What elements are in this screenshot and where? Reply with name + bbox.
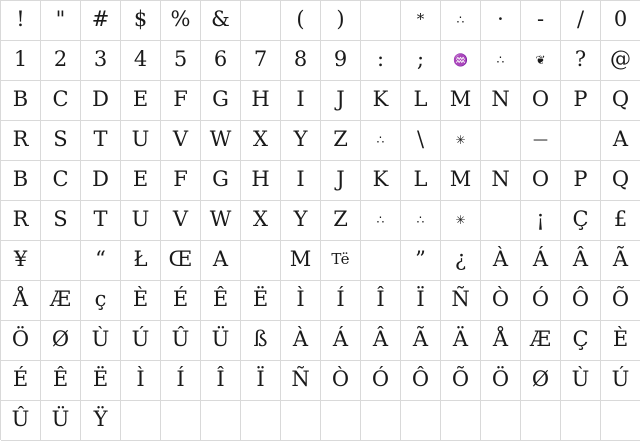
- glyph-cell[interactable]: S: [41, 201, 81, 241]
- glyph-cell[interactable]: L: [401, 161, 441, 201]
- glyph-cell[interactable]: 7: [241, 41, 281, 81]
- glyph-cell[interactable]: 8: [281, 41, 321, 81]
- glyph-cell[interactable]: Y: [281, 121, 321, 161]
- glyph-cell[interactable]: 6: [201, 41, 241, 81]
- glyph-cell[interactable]: G: [201, 161, 241, 201]
- glyph-cell[interactable]: Æ: [521, 321, 561, 361]
- glyph-cell[interactable]: Œ: [161, 241, 201, 281]
- glyph-cell[interactable]: [321, 401, 361, 441]
- glyph-cell[interactable]: N: [481, 81, 521, 121]
- glyph-cell[interactable]: Ø: [521, 361, 561, 401]
- glyph-cell[interactable]: T: [81, 201, 121, 241]
- glyph-cell[interactable]: Å: [481, 321, 521, 361]
- glyph-cell[interactable]: F: [161, 81, 201, 121]
- glyph-cell[interactable]: Û: [161, 321, 201, 361]
- glyph-cell[interactable]: Í: [321, 281, 361, 321]
- glyph-cell[interactable]: Ô: [401, 361, 441, 401]
- glyph-cell[interactable]: —: [521, 121, 561, 161]
- glyph-cell[interactable]: *: [401, 1, 441, 41]
- glyph-cell[interactable]: X: [241, 121, 281, 161]
- glyph-cell[interactable]: Y: [281, 201, 321, 241]
- glyph-cell[interactable]: ¥: [1, 241, 41, 281]
- glyph-cell[interactable]: I: [281, 81, 321, 121]
- glyph-cell[interactable]: ”: [401, 241, 441, 281]
- glyph-cell[interactable]: [41, 241, 81, 281]
- glyph-cell[interactable]: Ç: [561, 201, 601, 241]
- glyph-cell[interactable]: 5: [161, 41, 201, 81]
- glyph-cell[interactable]: Ó: [521, 281, 561, 321]
- glyph-cell[interactable]: ∴: [441, 1, 481, 41]
- glyph-cell[interactable]: Q: [601, 81, 640, 121]
- glyph-cell[interactable]: È: [121, 281, 161, 321]
- glyph-cell[interactable]: Ó: [361, 361, 401, 401]
- glyph-cell[interactable]: U: [121, 121, 161, 161]
- glyph-cell[interactable]: [401, 401, 441, 441]
- glyph-cell[interactable]: Ô: [561, 281, 601, 321]
- glyph-cell[interactable]: L: [401, 81, 441, 121]
- glyph-cell[interactable]: ¡: [521, 201, 561, 241]
- glyph-cell[interactable]: ": [41, 1, 81, 41]
- glyph-cell[interactable]: Ú: [601, 361, 640, 401]
- glyph-cell[interactable]: K: [361, 81, 401, 121]
- glyph-cell[interactable]: Ö: [481, 361, 521, 401]
- glyph-cell[interactable]: J: [321, 161, 361, 201]
- glyph-cell[interactable]: R: [1, 121, 41, 161]
- glyph-cell[interactable]: Të: [321, 241, 361, 281]
- glyph-cell[interactable]: ∴: [361, 201, 401, 241]
- glyph-cell[interactable]: [601, 401, 640, 441]
- glyph-cell[interactable]: Í: [161, 361, 201, 401]
- glyph-cell[interactable]: A: [201, 241, 241, 281]
- glyph-cell[interactable]: ): [321, 1, 361, 41]
- glyph-cell[interactable]: Ñ: [441, 281, 481, 321]
- glyph-cell[interactable]: F: [161, 161, 201, 201]
- glyph-cell[interactable]: Ï: [401, 281, 441, 321]
- glyph-cell[interactable]: A: [601, 121, 640, 161]
- glyph-cell[interactable]: Á: [521, 241, 561, 281]
- glyph-cell[interactable]: Ü: [201, 321, 241, 361]
- glyph-cell[interactable]: N: [481, 161, 521, 201]
- glyph-cell[interactable]: Ë: [81, 361, 121, 401]
- glyph-cell[interactable]: O: [521, 161, 561, 201]
- glyph-cell[interactable]: J: [321, 81, 361, 121]
- glyph-cell[interactable]: [281, 401, 321, 441]
- glyph-cell[interactable]: 2: [41, 41, 81, 81]
- glyph-cell[interactable]: [521, 401, 561, 441]
- glyph-cell[interactable]: ç: [81, 281, 121, 321]
- glyph-cell[interactable]: U: [121, 201, 161, 241]
- glyph-cell[interactable]: H: [241, 81, 281, 121]
- glyph-cell[interactable]: T: [81, 121, 121, 161]
- glyph-cell[interactable]: Æ: [41, 281, 81, 321]
- glyph-cell[interactable]: %: [161, 1, 201, 41]
- glyph-cell[interactable]: [241, 401, 281, 441]
- glyph-cell[interactable]: [481, 401, 521, 441]
- glyph-cell[interactable]: ✳: [441, 121, 481, 161]
- glyph-cell[interactable]: ?: [561, 41, 601, 81]
- glyph-cell[interactable]: Z: [321, 121, 361, 161]
- glyph-cell[interactable]: Ö: [1, 321, 41, 361]
- glyph-cell[interactable]: Ù: [561, 361, 601, 401]
- glyph-cell[interactable]: Õ: [441, 361, 481, 401]
- glyph-cell[interactable]: I: [281, 161, 321, 201]
- glyph-cell[interactable]: [561, 401, 601, 441]
- glyph-cell[interactable]: G: [201, 81, 241, 121]
- glyph-cell[interactable]: V: [161, 201, 201, 241]
- glyph-cell[interactable]: ✳: [441, 201, 481, 241]
- glyph-cell[interactable]: [481, 201, 521, 241]
- glyph-cell[interactable]: Û: [1, 401, 41, 441]
- glyph-cell[interactable]: Q: [601, 161, 640, 201]
- glyph-cell[interactable]: ❦: [521, 41, 561, 81]
- glyph-cell[interactable]: Â: [561, 241, 601, 281]
- glyph-cell[interactable]: D: [81, 81, 121, 121]
- glyph-cell[interactable]: [361, 1, 401, 41]
- glyph-cell[interactable]: 4: [121, 41, 161, 81]
- glyph-cell[interactable]: W: [201, 121, 241, 161]
- glyph-cell[interactable]: Ø: [41, 321, 81, 361]
- glyph-cell[interactable]: È: [601, 321, 640, 361]
- glyph-cell[interactable]: Î: [201, 361, 241, 401]
- glyph-cell[interactable]: £: [601, 201, 640, 241]
- glyph-cell[interactable]: [241, 241, 281, 281]
- glyph-cell[interactable]: S: [41, 121, 81, 161]
- glyph-cell[interactable]: Õ: [601, 281, 640, 321]
- glyph-cell[interactable]: Ò: [481, 281, 521, 321]
- glyph-cell[interactable]: Á: [321, 321, 361, 361]
- glyph-cell[interactable]: P: [561, 81, 601, 121]
- glyph-cell[interactable]: ∴: [481, 41, 521, 81]
- glyph-cell[interactable]: 3: [81, 41, 121, 81]
- glyph-cell[interactable]: Ł: [121, 241, 161, 281]
- glyph-cell[interactable]: P: [561, 161, 601, 201]
- glyph-cell[interactable]: @: [601, 41, 640, 81]
- glyph-cell[interactable]: D: [81, 161, 121, 201]
- glyph-cell[interactable]: C: [41, 81, 81, 121]
- glyph-cell[interactable]: [361, 241, 401, 281]
- glyph-cell[interactable]: Ì: [281, 281, 321, 321]
- glyph-cell[interactable]: M: [441, 81, 481, 121]
- glyph-cell[interactable]: ∴: [361, 121, 401, 161]
- glyph-cell[interactable]: Ã: [601, 241, 640, 281]
- glyph-cell[interactable]: Ë: [241, 281, 281, 321]
- glyph-cell[interactable]: [161, 401, 201, 441]
- glyph-cell[interactable]: Ä: [441, 321, 481, 361]
- glyph-cell[interactable]: Ì: [121, 361, 161, 401]
- glyph-cell[interactable]: 1: [1, 41, 41, 81]
- glyph-cell[interactable]: Ã: [401, 321, 441, 361]
- glyph-cell[interactable]: \: [401, 121, 441, 161]
- glyph-cell[interactable]: Î: [361, 281, 401, 321]
- glyph-cell[interactable]: O: [521, 81, 561, 121]
- glyph-cell[interactable]: [361, 401, 401, 441]
- glyph-cell[interactable]: ß: [241, 321, 281, 361]
- glyph-cell[interactable]: V: [161, 121, 201, 161]
- glyph-cell[interactable]: ♒: [441, 41, 481, 81]
- glyph-cell[interactable]: E: [121, 81, 161, 121]
- glyph-cell[interactable]: /: [561, 1, 601, 41]
- glyph-cell[interactable]: Å: [1, 281, 41, 321]
- glyph-cell[interactable]: Ê: [41, 361, 81, 401]
- glyph-cell[interactable]: Ò: [321, 361, 361, 401]
- glyph-cell[interactable]: B: [1, 81, 41, 121]
- glyph-cell[interactable]: À: [481, 241, 521, 281]
- glyph-cell[interactable]: K: [361, 161, 401, 201]
- glyph-cell[interactable]: Ü: [41, 401, 81, 441]
- glyph-cell[interactable]: M: [441, 161, 481, 201]
- glyph-cell[interactable]: W: [201, 201, 241, 241]
- glyph-cell[interactable]: R: [1, 201, 41, 241]
- glyph-cell[interactable]: :: [361, 41, 401, 81]
- glyph-cell[interactable]: Ÿ: [81, 401, 121, 441]
- glyph-cell[interactable]: ·: [481, 1, 521, 41]
- glyph-cell[interactable]: Z: [321, 201, 361, 241]
- glyph-cell[interactable]: Ï: [241, 361, 281, 401]
- glyph-cell[interactable]: X: [241, 201, 281, 241]
- glyph-cell[interactable]: Ú: [121, 321, 161, 361]
- glyph-cell[interactable]: Â: [361, 321, 401, 361]
- glyph-cell[interactable]: (: [281, 1, 321, 41]
- glyph-cell[interactable]: ¿: [441, 241, 481, 281]
- glyph-cell[interactable]: Ç: [561, 321, 601, 361]
- glyph-cell[interactable]: [121, 401, 161, 441]
- glyph-cell[interactable]: [201, 401, 241, 441]
- glyph-cell[interactable]: C: [41, 161, 81, 201]
- glyph-cell[interactable]: Ê: [201, 281, 241, 321]
- glyph-cell[interactable]: É: [161, 281, 201, 321]
- glyph-cell[interactable]: [481, 121, 521, 161]
- glyph-cell[interactable]: #: [81, 1, 121, 41]
- glyph-cell[interactable]: $: [121, 1, 161, 41]
- glyph-cell[interactable]: Ñ: [281, 361, 321, 401]
- glyph-cell[interactable]: M: [281, 241, 321, 281]
- glyph-cell[interactable]: [561, 121, 601, 161]
- glyph-cell[interactable]: À: [281, 321, 321, 361]
- glyph-cell[interactable]: E: [121, 161, 161, 201]
- glyph-cell[interactable]: H: [241, 161, 281, 201]
- glyph-cell[interactable]: ;: [401, 41, 441, 81]
- glyph-cell[interactable]: !: [1, 1, 41, 41]
- glyph-cell[interactable]: B: [1, 161, 41, 201]
- glyph-cell[interactable]: -: [521, 1, 561, 41]
- glyph-cell[interactable]: 9: [321, 41, 361, 81]
- glyph-cell[interactable]: ∴: [401, 201, 441, 241]
- glyph-cell[interactable]: &: [201, 1, 241, 41]
- glyph-cell[interactable]: Ù: [81, 321, 121, 361]
- glyph-cell[interactable]: [441, 401, 481, 441]
- glyph-cell[interactable]: “: [81, 241, 121, 281]
- glyph-cell[interactable]: 0: [601, 1, 640, 41]
- glyph-cell[interactable]: É: [1, 361, 41, 401]
- glyph-cell[interactable]: [241, 1, 281, 41]
